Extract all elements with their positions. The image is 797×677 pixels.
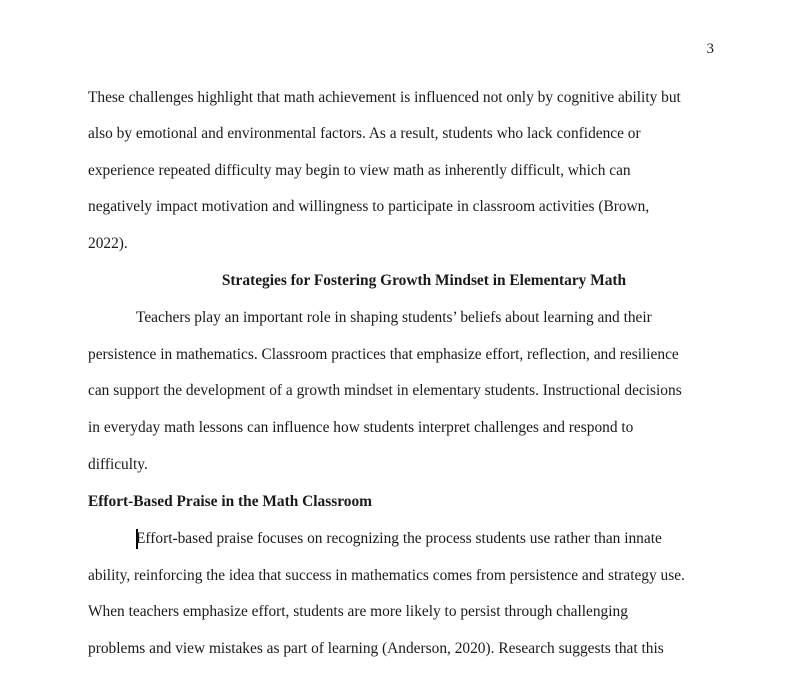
paragraph-3-line-2: ability, reinforcing the idea that success in mathematics comes from persistence and strategy use. [88,567,685,584]
paragraph-1-line-2: also by emotional and environmental factors. As a result, students who lack confidence or [88,125,641,142]
paragraph-3-line-4: problems and view mistakes as part of learning (Anderson, 2020). Research suggests that this [88,640,664,657]
paragraph-2-line-4: in everyday math lessons can influence how students interpret challenges and respond to [88,419,634,436]
page-number: 3 [706,41,714,57]
paragraph-1-line-3: experience repeated difficulty may begin to view math as inherently difficult, which can [88,162,631,179]
paragraph-3-line-3: When teachers emphasize effort, students are more likely to persist through challenging [88,603,628,620]
paragraph-1-line-4: negatively impact motivation and willingness to participate in classroom activities (Brown, [88,198,650,215]
paragraph-2-line-3: can support the development of a growth mindset in elementary students. Instructional decisions [88,382,682,399]
paragraph-1-line-5: 2022). [88,235,128,252]
paragraph-2-line-2: persistence in mathematics. Classroom practices that emphasize effort, reflection, and resilience [88,346,679,363]
paragraph-2-line-1: Teachers play an important role in shaping students’ beliefs about learning and their [136,309,652,326]
paragraph-1-line-1: These challenges highlight that math achievement is influenced not only by cognitive ability but [88,89,681,106]
paragraph-2-line-5: difficulty. [88,456,148,473]
paragraph-3-line-1: Effort-based praise focuses on recognizing the process students use rather than innate [136,530,662,547]
subsection-heading: Effort-Based Praise in the Math Classroom [88,493,372,510]
section-heading: Strategies for Fostering Growth Mindset in Elementary Math [221,272,627,289]
